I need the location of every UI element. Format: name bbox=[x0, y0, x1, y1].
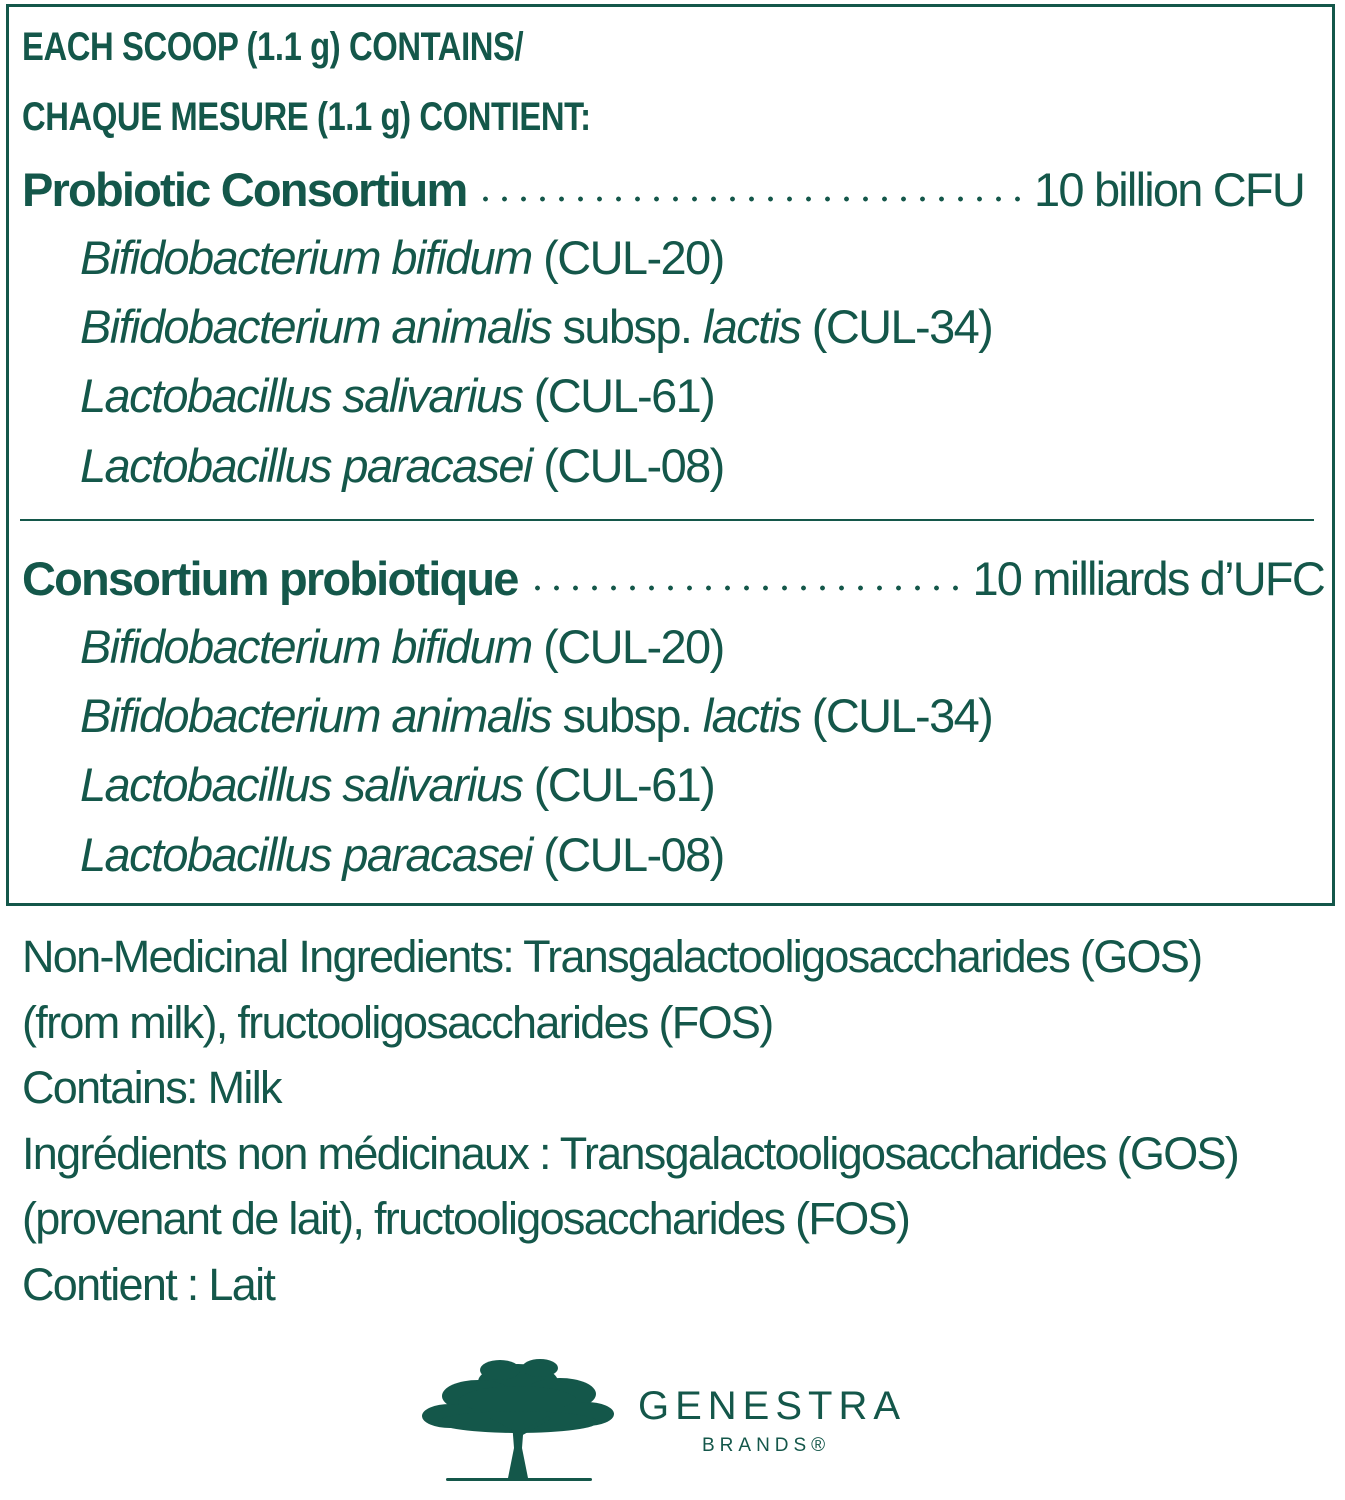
strain-french-2 bbox=[80, 687, 992, 745]
heading-french: CHAQUE MESURE (1.1 g) CONTIENT: bbox=[22, 95, 591, 139]
ingredients-line: Non-Medicinal Ingredients: Transgalactooligosaccharides (GOS) bbox=[22, 931, 1202, 982]
strain-english-2 bbox=[80, 298, 992, 356]
strain-species: Lactobacillus paracasei bbox=[80, 828, 532, 881]
genestra-logo bbox=[420, 1352, 920, 1492]
brand-subtitle: BRANDS® bbox=[702, 1435, 831, 1456]
consortium-name-french: Consortium probiotique bbox=[22, 552, 518, 605]
consortium-name-english: Probiotic Consortium bbox=[22, 163, 467, 216]
strain-code: (CUL-61) bbox=[533, 369, 715, 422]
strain-code: (CUL-34) bbox=[811, 300, 993, 353]
strain-subsp-label: subsp. bbox=[562, 300, 692, 353]
strain-code: (CUL-61) bbox=[533, 758, 715, 811]
strain-species: Bifidobacterium animalis bbox=[80, 689, 551, 742]
strain-species: Lactobacillus salivarius bbox=[80, 369, 523, 422]
strain-code: (CUL-20) bbox=[543, 231, 724, 284]
strain-french-4 bbox=[80, 826, 724, 884]
brand-name: GENESTRA bbox=[638, 1384, 907, 1428]
dot-leader bbox=[528, 584, 963, 592]
dot-leader bbox=[476, 195, 1024, 203]
strain-code: (CUL-08) bbox=[543, 439, 724, 492]
ingredients-line: Ingrédients non médicinaux : Transgalactooligosaccharides (GOS) bbox=[22, 1127, 1239, 1179]
strain-english-3 bbox=[80, 367, 714, 425]
strain-species: Bifidobacterium bifidum bbox=[80, 620, 532, 673]
non-medicinal-ingredients bbox=[22, 924, 1332, 1317]
tree-icon bbox=[420, 1352, 615, 1492]
consortium-row-english bbox=[22, 161, 1304, 219]
strain-english-4 bbox=[80, 437, 724, 495]
strain-code: (CUL-34) bbox=[811, 689, 993, 742]
allergen-line: Contient : Lait bbox=[22, 1258, 275, 1310]
section-divider bbox=[20, 519, 1314, 521]
strain-subspecies: lactis bbox=[702, 689, 801, 742]
consortium-amount-french: 10 milliards d’UFC bbox=[972, 552, 1324, 605]
consortium-row-french bbox=[22, 550, 1324, 608]
consortium-amount-english: 10 billion CFU bbox=[1034, 163, 1304, 216]
strain-species: Lactobacillus salivarius bbox=[80, 758, 523, 811]
strain-species: Bifidobacterium bifidum bbox=[80, 231, 532, 284]
strain-species: Bifidobacterium animalis bbox=[80, 300, 551, 353]
strain-subsp-label: subsp. bbox=[562, 689, 692, 742]
heading-english: EACH SCOOP (1.1 g) CONTAINS/ bbox=[22, 25, 524, 69]
strain-code: (CUL-08) bbox=[543, 828, 724, 881]
allergen-line: Contains: Milk bbox=[22, 1062, 281, 1113]
ingredients-line: (from milk), fructooligosaccharides (FOS) bbox=[22, 996, 773, 1048]
strain-species: Lactobacillus paracasei bbox=[80, 439, 532, 492]
strain-french-1 bbox=[80, 618, 724, 676]
strain-code: (CUL-20) bbox=[543, 620, 724, 673]
strain-english-1 bbox=[80, 229, 724, 287]
ingredients-line: (provenant de lait), fructooligosaccharides (FOS) bbox=[22, 1193, 910, 1244]
strain-french-3 bbox=[80, 756, 714, 814]
strain-subspecies: lactis bbox=[702, 300, 801, 353]
